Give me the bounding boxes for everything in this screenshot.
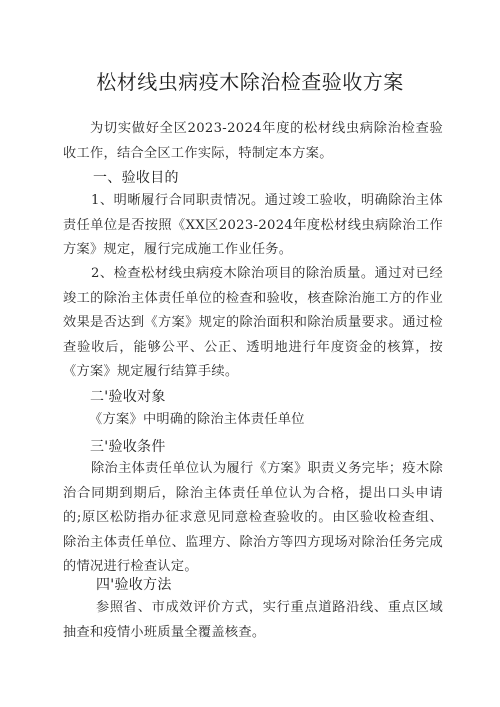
section-heading-purpose: 一、验收目的	[93, 170, 179, 186]
section-heading-target: 二'验收对象	[90, 389, 166, 405]
conditions-paragraph: 除治主体责任单位认为履行《方案》职责义务完毕；疫木除治合同期到期后，除治主体责任单位认为合格，提出口头申请的;原区松防指办征求意见同意检查验收的。由区验收检查组、除治主体责任单位、监理方、除治方等四方现场对除治任务完成的情况进行检查认定。	[63, 461, 443, 575]
section-heading-methods: 四'验收方法	[96, 577, 172, 593]
target-paragraph: 《方案》中明确的除治主体责任单位	[89, 412, 305, 427]
section-heading-conditions: 三'验收条件	[90, 439, 166, 455]
document-title: 松材线虫病疫木除治检查验收方案	[96, 70, 404, 94]
methods-paragraph: 参照省、市成效评价方式，实行重点道路沿线、重点区域抽查和疫情小班质量全覆盖核查。	[63, 600, 443, 640]
purpose-paragraph-2: 2、检查松材线虫病疫木除治项目的除治质量。通过对已经竣工的除治主体责任单位的检查和验收，核查除治施工方的作业效果是否达到《方案》规定的除治面积和除治质量要求。通过检查验收后，能够公平、公正、透明地进行年度资金的核算，按《方案》规定履行结算手续。	[63, 266, 443, 380]
intro-paragraph: 为切实做好全区2023-2024年度的松材线虫病除治检查验收工作，结合全区工作实际，特制定本方案。	[63, 121, 443, 161]
purpose-paragraph-1: 1、明晰履行合同职责情况。通过竣工验收，明确除治主体责任单位是否按照《XX区2023-2024年度松材线虫病除治工作方案》规定，履行完成施工作业任务。	[63, 193, 443, 258]
